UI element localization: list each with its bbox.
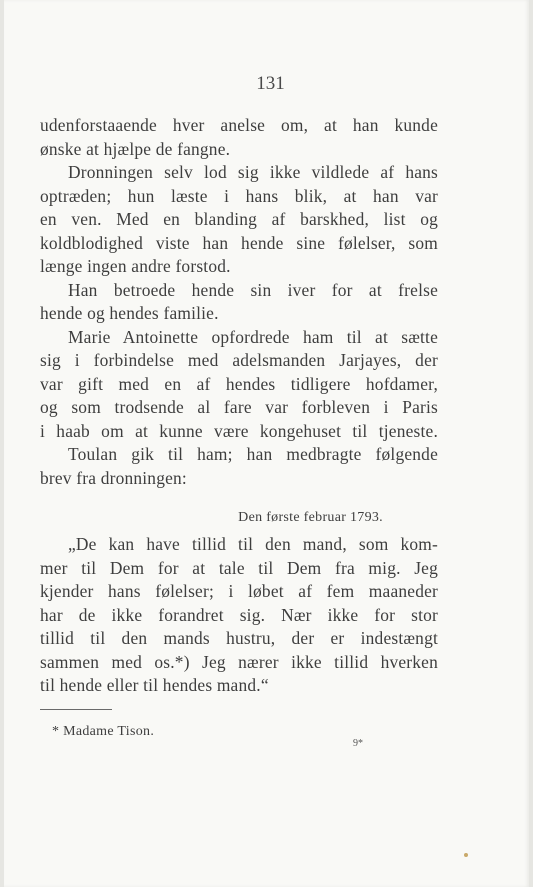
letter-dateline: Den første februar 1793. — [238, 510, 383, 525]
text-line: var gift med en af hendes tidligere hofdamer, — [40, 373, 438, 394]
text-line: optræden; hun læste i hans blik, at han var — [40, 185, 438, 206]
text-line: brev fra dronningen: — [40, 467, 187, 488]
text-line: udenforstaaende hver anelse om, at han kunde — [40, 115, 438, 135]
text-line: sig i forbindelse med adelsmanden Jarjayes, der — [40, 350, 438, 370]
text-line: har de ikke forandret sig. Nær ikke for stor — [40, 604, 438, 625]
text-line: til hende eller til hendes mand.“ — [40, 675, 269, 695]
text-line: sammen med os.*) Jeg nærer ikke tillid hverken — [40, 651, 438, 672]
text-line: kjender hans følelser; i løbet af fem maaneder — [40, 581, 438, 601]
footnote-rule — [40, 709, 112, 710]
text-line: ønske at hjælpe de fangne. — [40, 138, 231, 159]
paper-speck — [464, 853, 468, 857]
printer-signature-mark: 9* — [353, 738, 363, 749]
text-line: Dronningen selv lod sig ikke vildlede af hans — [68, 162, 438, 182]
text-line: „De kan have tillid til den mand, som kom- — [68, 534, 438, 554]
text-line: en ven. Med en blanding af barskhed, list og — [40, 209, 438, 229]
text-line: længe ingen andre forstod. — [40, 256, 231, 276]
text-line: Toulan gik til ham; han medbragte følgende — [68, 444, 438, 464]
text-line: i haab om at kunne være kongehuset til tjeneste. — [40, 420, 438, 441]
text-line: Marie Antoinette opfordrede ham til at sætte — [68, 326, 438, 347]
body-text-block — [40, 114, 438, 490]
text-line: hende og hendes familie. — [40, 303, 219, 323]
text-line: koldblodighed viste han hende sine følelser, som — [40, 232, 438, 253]
book-page — [4, 0, 529, 887]
footnote: * Madame Tison. — [52, 724, 155, 739]
letter-text-block — [40, 533, 438, 698]
text-line: mer til Dem for at tale til Dem fra mig. Jeg — [40, 557, 438, 578]
text-line: og som trodsende al fare var forbleven i Paris — [40, 397, 438, 417]
text-line: tillid til den mands hustru, der er indestængt — [40, 628, 438, 648]
text-line: Han betroede hende sin iver for at frelse — [68, 279, 438, 300]
page-number: 131 — [256, 73, 285, 94]
